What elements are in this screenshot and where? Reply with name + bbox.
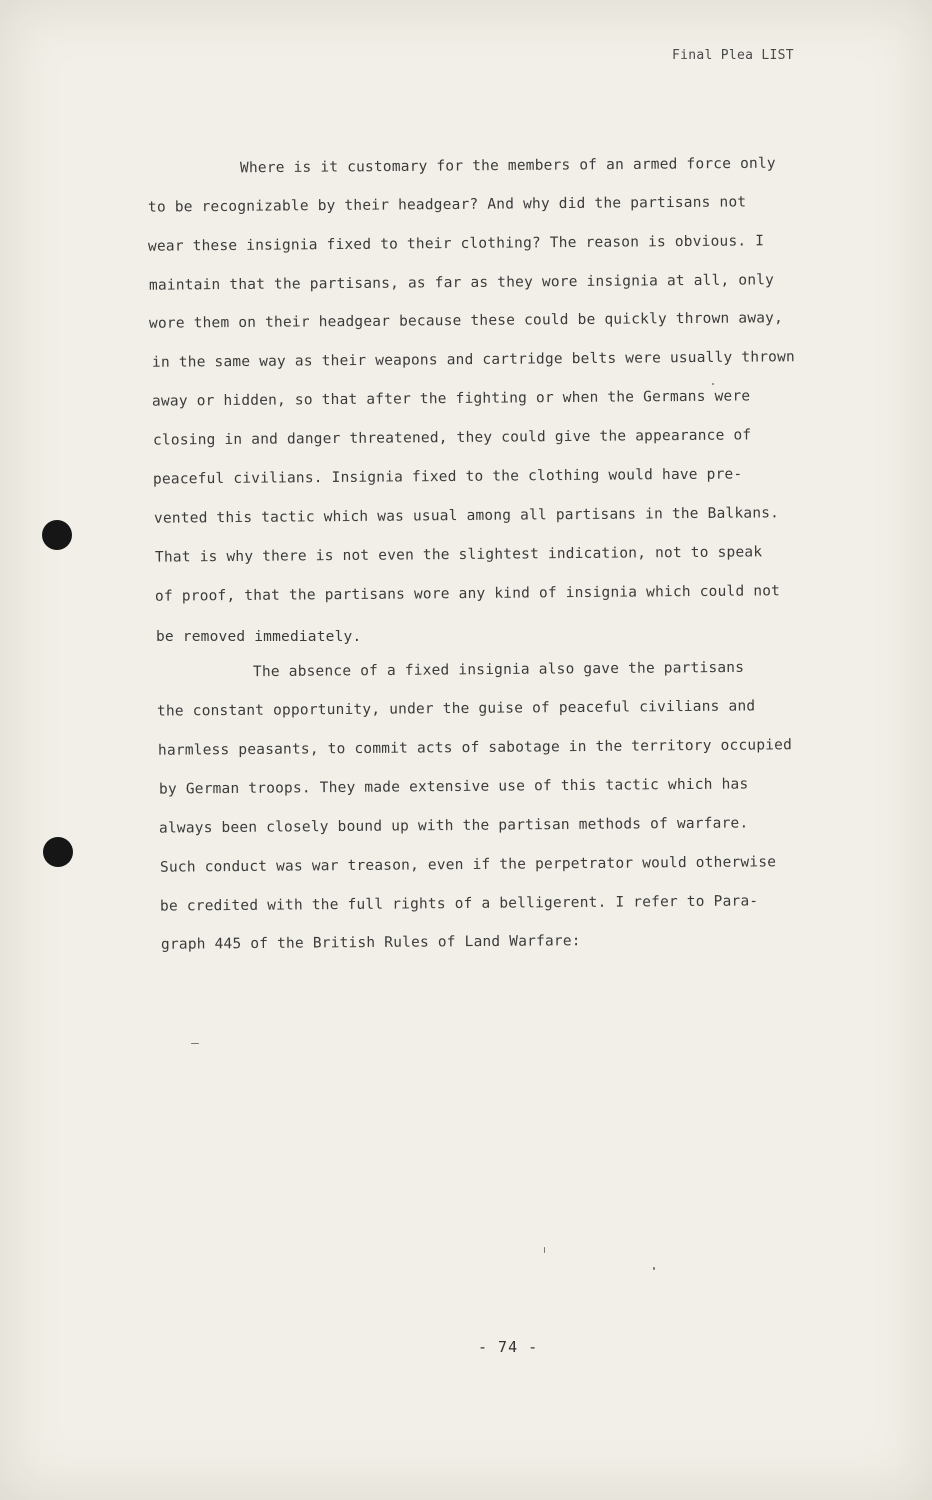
text-line: peaceful civilians. Insignia fixed to the clothing would have pre- [152,466,743,488]
punch-hole [43,837,73,867]
text-line: graph 445 of the British Rules of Land Warfare: [160,933,581,953]
text-line: Such conduct was war treason, even if the perpetrator would otherwise [159,854,777,876]
text-line: in the same way as their weapons and cartridge belts were usually thrown [151,349,796,371]
text-line: be removed immediately. [156,629,362,645]
text-line: wore them on their headgear because these could be quickly thrown away, [148,310,784,332]
text-line: That is why there is not even the slightest indication, not to speak [154,544,763,566]
paper-speck [544,1247,545,1253]
text-line: wear these insignia fixed to their clothing? The reason is obvious. I [147,233,765,255]
page-number: - 74 - [478,1338,539,1356]
text-line: harmless peasants, to commit acts of sabotage in the territory occupied [157,737,793,759]
text-line: to be recognizable by their headgear? And why did the partisans not [147,194,747,216]
text-line: the constant opportunity, under the guise of peaceful civilians and [156,698,756,720]
text-line: be credited with the full rights of a belligerent. I refer to Para- [159,893,759,915]
text-line: closing in and danger threatened, they could give the appearance of [152,427,752,449]
text-line: by German troops. They made extensive use of this tactic which has [158,776,749,798]
paper-speck [191,1043,199,1044]
text-line: The absence of a fixed insignia also gave the partisans [252,659,745,681]
text-line: of proof, that the partisans wore any kind of insignia which could not [154,583,781,605]
punch-hole [42,520,72,550]
paper-speck [712,383,714,385]
text-line: away or hidden, so that after the fighting or when the Germans were [151,388,751,410]
text-line: always been closely bound up with the partisan methods of warfare. [158,815,749,837]
text-line: maintain that the partisans, as far as they wore insignia at all, only [148,272,775,294]
document-reference: Final Plea LIST [672,48,794,63]
paper-speck [653,1267,655,1270]
text-line: Where is it customary for the members of an armed force only [239,155,776,177]
text-line: vented this tactic which was usual among all partisans in the Balkans. [153,505,780,527]
